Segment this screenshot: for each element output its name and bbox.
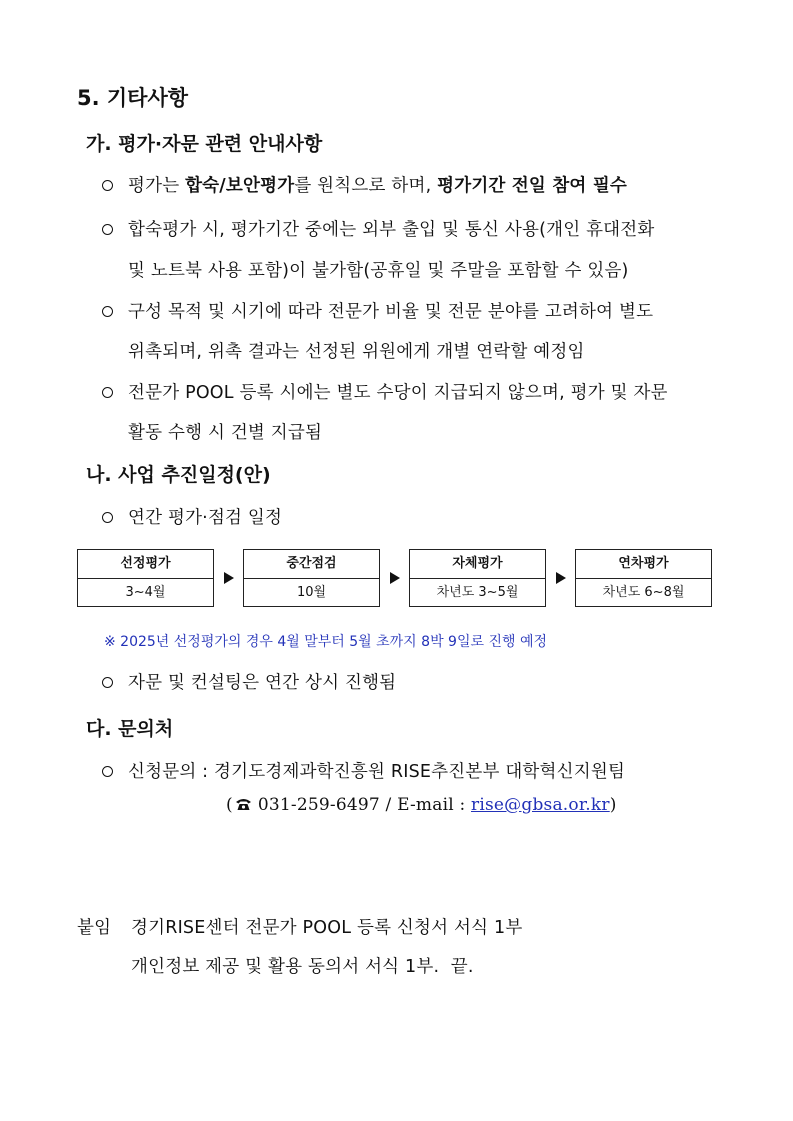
subsection-title-guidance: 가. 평가·자문 관련 안내사항 [86,133,323,155]
schedule-step-selection [77,549,214,607]
schedule-step-period: 차년도 6~8월 [602,585,685,600]
attachment-end: 끝. [450,957,474,977]
subsection-title-contact: 다. 문의처 [86,718,174,740]
guidance-item-4-line-2: 활동 수행 시 건별 지급됨 [128,423,323,443]
schedule-step-annual [575,549,712,607]
bullet-icon [102,224,113,235]
contact-email-label: E-mail : [397,795,466,815]
bullet-icon [102,766,113,777]
contact-detail: ( 031-259-6497 / E-mail : rise@gbsa.or.kr) [226,795,617,815]
schedule-step-name: 연차평가 [576,550,711,579]
section-title: 5. 기타사항 [77,86,189,110]
contact-separator: / [385,795,392,815]
bullet-icon [102,306,113,317]
guidance-item-3-line-2: 위촉되며, 위촉 결과는 선정된 위원에게 개별 연락할 예정임 [128,342,585,362]
schedule-step-self [409,549,546,607]
attachment-label: 붙임 [77,918,112,938]
guidance-item-1-pre: 평가는 [128,176,186,196]
schedule-step-name: 선정평가 [78,550,213,579]
contact-phone: 031-259-6497 [257,795,380,815]
subsection-title-schedule: 나. 사업 추진일정(안) [86,464,271,486]
guidance-item-4-line-1: 전문가 POOL 등록 시에는 별도 수당이 지급되지 않으며, 평가 및 자문 [128,383,668,403]
schedule-step-name: 중간점검 [244,550,379,579]
bullet-icon [102,180,113,191]
attachment-item-2 [131,953,474,978]
attachment-item-1: 경기RISE센터 전문가 POOL 등록 신청서 서식 1부 [131,918,523,938]
bullet-icon [102,677,113,688]
bullet-icon [102,387,113,398]
attachment-item-2-text: 개인정보 제공 및 활용 동의서 서식 1부. [131,957,440,977]
schedule-step-period: 차년도 3~5월 [436,585,519,600]
schedule-step-period: 10월 [296,585,327,600]
schedule-step-name: 자체평가 [410,550,545,579]
arrow-right-icon [224,572,234,584]
guidance-item-1 [128,172,627,197]
guidance-item-2-line-1: 합숙평가 시, 평가기간 중에는 외부 출입 및 통신 사용(개인 휴대전화 [128,220,655,240]
arrow-right-icon [556,572,566,584]
schedule-step-period: 3~4월 [125,585,166,600]
guidance-item-3-line-1: 구성 목적 및 시기에 따라 전문가 비율 및 전문 분야를 고려하여 별도 [128,302,654,322]
arrow-right-icon [390,572,400,584]
consulting-info: 자문 및 컨설팅은 연간 상시 진행됨 [128,673,397,693]
guidance-item-1-bold1: 합숙/보안평가 [185,176,295,196]
schedule-step-midterm [243,549,380,607]
schedule-note: ※ 2025년 선정평가의 경우 4월 말부터 5월 초까지 8박 9일로 진행 예정 [104,634,547,650]
schedule-intro: 연간 평가·점검 일정 [128,508,283,528]
guidance-item-1-mid: 를 원칙으로 하며, [294,176,438,196]
telephone-icon [235,797,252,811]
contact-line: 신청문의 : 경기도경제과학진흥원 RISE추진본부 대학혁신지원팀 [128,762,626,782]
bullet-icon [102,512,113,523]
contact-email-link[interactable]: rise@gbsa.or.kr [471,795,610,815]
guidance-item-2-line-2: 및 노트북 사용 포함)이 불가함(공휴일 및 주말을 포함할 수 있음) [128,261,629,281]
guidance-item-1-bold2: 평가기간 전일 참여 필수 [437,176,628,196]
